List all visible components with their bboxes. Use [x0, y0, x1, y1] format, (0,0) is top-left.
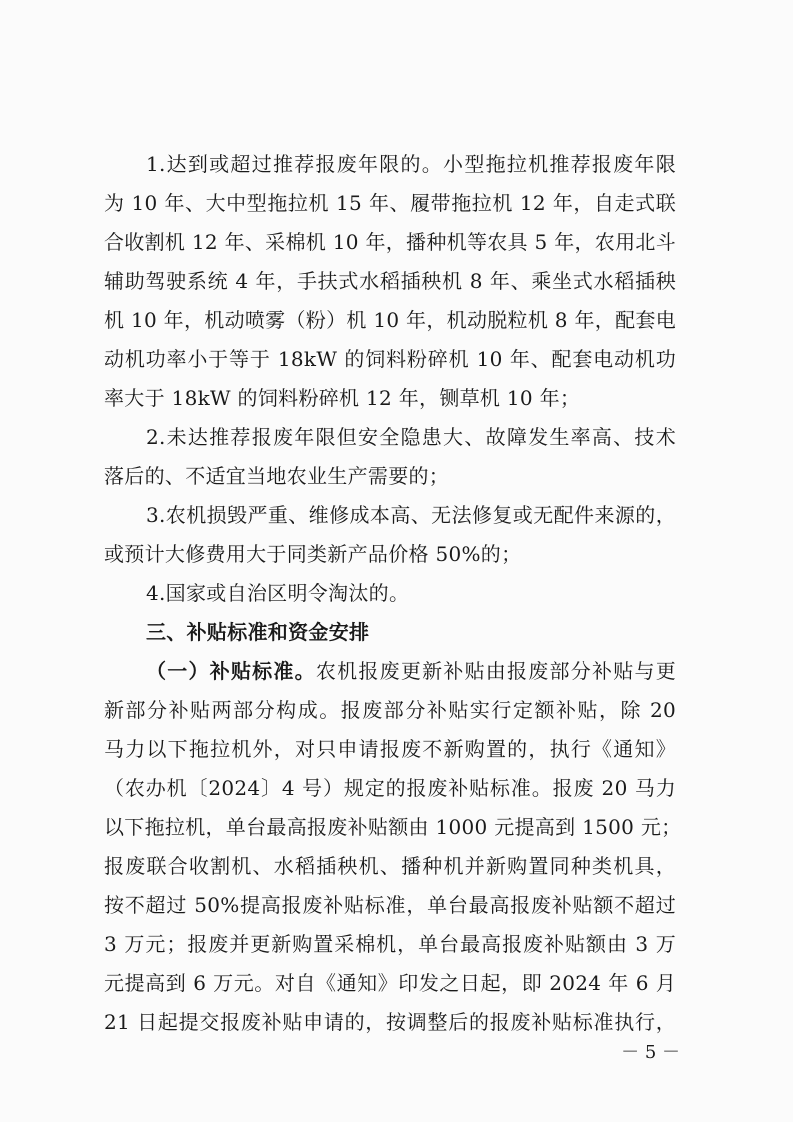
subsection-line-1-text: 农机报废更新补贴由报废部分补贴与更	[315, 659, 676, 683]
paragraph-1-line-3: 合收割机 12 年、采棉机 10 年，播种机等农具 5 年，农用北斗	[104, 230, 676, 254]
paragraph-1-line-2: 为 10 年、大中型拖拉机 15 年、履带拖拉机 12 年，自走式联	[104, 191, 676, 215]
subsection-line-10: 21 日起提交报废补贴申请的，按调整后的报废补贴标准执行，	[104, 1010, 676, 1034]
paragraph-1-line-4: 辅助驾驶系统 4 年，手扶式水稻插秧机 8 年、乘坐式水稻插秧	[104, 269, 676, 293]
subsection-line-6: 报废联合收割机、水稻插秧机、播种机并新购置同种类机具，	[104, 854, 676, 878]
subsection-line-8: 3 万元；报废并更新购置采棉机，单台最高报废补贴额由 3 万	[104, 932, 676, 956]
paragraph-1-line-6: 动机功率小于等于 18kW 的饲料粉碎机 10 年、配套电动机功	[104, 347, 676, 371]
paragraph-2-line-2: 落后的、不适宜当地农业生产需要的；	[104, 464, 450, 488]
subsection-line-1	[146, 655, 676, 687]
paragraph-1-line-5: 机 10 年，机动喷雾（粉）机 10 年，机动脱粒机 8 年，配套电	[104, 308, 676, 332]
page-number: － 5 －	[621, 1042, 680, 1063]
subsection-line-2: 新部分补贴两部分构成。报废部分补贴实行定额补贴，除 20	[104, 698, 676, 722]
subsection-line-9: 元提高到 6 万元。对自《通知》印发之日起，即 2024 年 6 月	[104, 971, 676, 995]
paragraph-2-line-1: 2.未达推荐报废年限但安全隐患大、故障发生率高、技术	[146, 425, 676, 449]
paragraph-1-line-1: 1.达到或超过推荐报废年限的。小型拖拉机推荐报废年限	[146, 152, 676, 176]
paragraph-1-line-7: 率大于 18kW 的饲料粉碎机 12 年，铡草机 10 年；	[104, 386, 581, 410]
subsection-line-7: 按不超过 50%提高报废补贴标准，单台最高报废补贴额不超过	[104, 893, 676, 917]
paragraph-3-line-2: 或预计大修费用大于同类新产品价格 50%的；	[104, 542, 522, 566]
subsection-line-5: 以下拖拉机，单台最高报废补贴额由 1000 元提高到 1500 元；	[104, 815, 682, 839]
subsection-line-4: （农办机〔2024〕4 号）规定的报废补贴标准。报废 20 马力	[104, 776, 676, 800]
paragraph-3-line-1: 3.农机损毁严重、维修成本高、无法修复或无配件来源的，	[146, 503, 676, 527]
paragraph-4-line-1: 4.国家或自治区明令淘汰的。	[146, 581, 410, 605]
subsection-heading: （一）补贴标准。	[146, 659, 316, 683]
section-heading: 三、补贴标准和资金安排	[146, 620, 370, 644]
subsection-line-3: 马力以下拖拉机外，对只申请报废不新购置的，执行《通知》	[104, 737, 676, 761]
